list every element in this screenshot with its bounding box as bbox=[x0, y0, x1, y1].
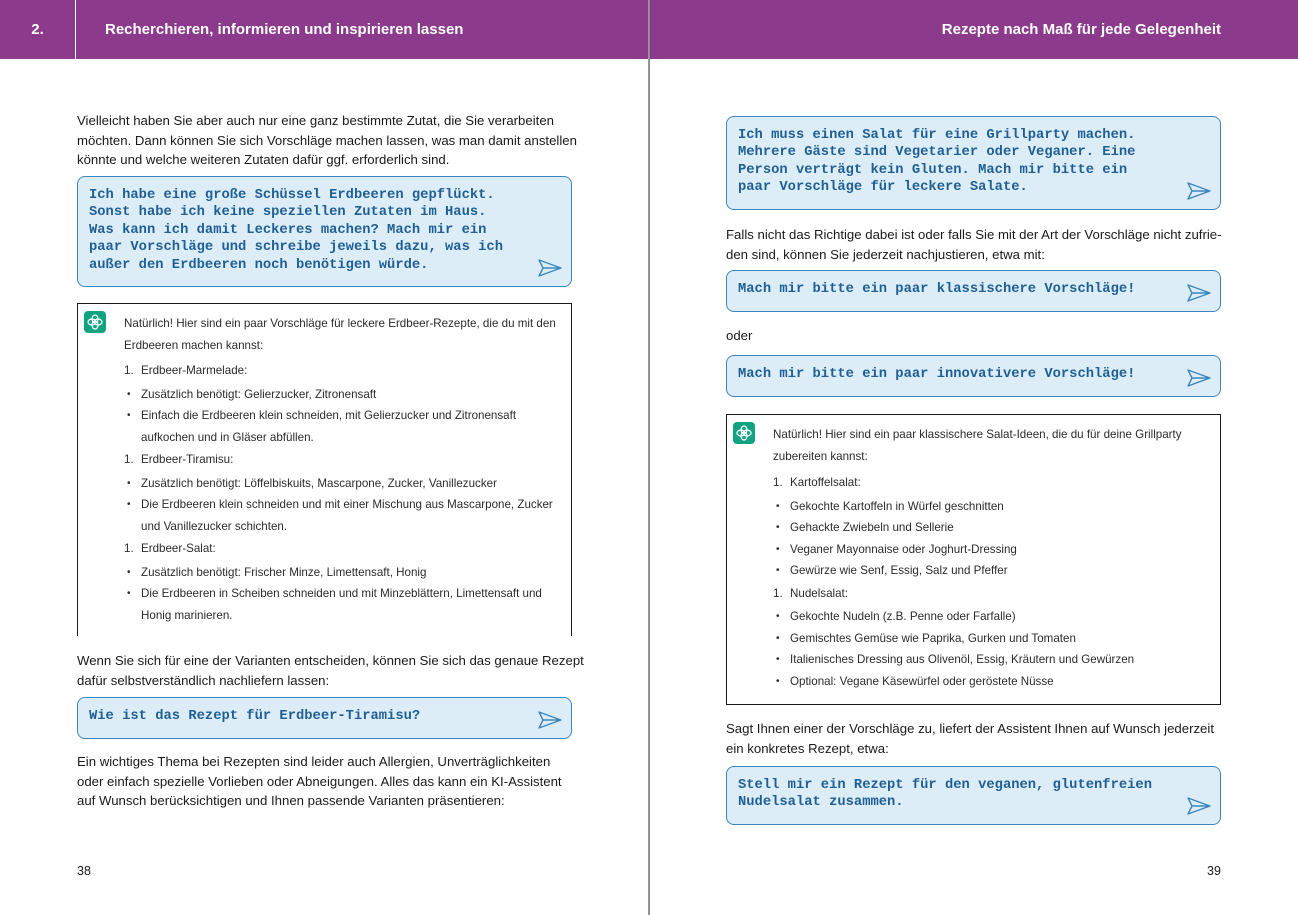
bullet-dot-icon: • bbox=[127, 588, 131, 599]
page-number: 38 bbox=[77, 864, 91, 878]
list-heading-text: Kartoffelsalat: bbox=[790, 476, 861, 489]
prompt-box-strawberries bbox=[77, 176, 572, 287]
list-bullet-text: Gekochte Nudeln (z.B. Penne oder Farfalle) bbox=[790, 610, 1016, 623]
send-icon[interactable] bbox=[1186, 181, 1212, 201]
list-bullet bbox=[127, 494, 553, 537]
paragraph-allergies bbox=[77, 752, 562, 811]
prompt-box-innovative bbox=[726, 355, 1221, 397]
text-line: Stell mir ein Rezept für den veganen, glutenfreien bbox=[738, 778, 1152, 793]
text-line: zubereiten kannst: bbox=[773, 449, 868, 463]
text-line: Nudelsalat zusammen. bbox=[738, 795, 904, 811]
prompt-box-classic bbox=[726, 270, 1221, 312]
bullet-dot-icon: • bbox=[776, 565, 780, 576]
text-line: dafür selbstverständlich nachliefern lassen: bbox=[77, 672, 330, 688]
bullet-dot-icon: • bbox=[127, 477, 131, 489]
text-line: möchten. Dann können Sie sich Vorschläge machen lassen, was man damit anstellen bbox=[77, 132, 577, 148]
paragraph-adjust bbox=[726, 225, 1222, 264]
text-line: Wie ist das Rezept für Erdbeer-Tiramisu? bbox=[89, 709, 421, 724]
list-bullet bbox=[127, 405, 517, 448]
bullet-dot-icon: • bbox=[127, 499, 131, 510]
list-heading-text: Erdbeer-Marmelade: bbox=[141, 364, 248, 377]
text-line: Sagt Ihnen einer der Vorschläge zu, liefert der Assistent Ihnen auf Wunsch jederzeit bbox=[726, 721, 1214, 736]
bullet-dot-icon: • bbox=[776, 632, 780, 644]
answer-intro bbox=[124, 313, 556, 356]
text-line: den sind, können Sie jederzeit nachjustieren, etwa mit: bbox=[726, 246, 1045, 262]
list-bullet bbox=[776, 628, 1076, 650]
prompt-text bbox=[89, 187, 503, 274]
prompt-text bbox=[738, 366, 1135, 383]
list-bullet-text: Honig marinieren. bbox=[141, 608, 233, 622]
text-line: Falls nicht das Richtige dabei ist oder falls Sie mit der Art der Vorschläge nicht zufrie- bbox=[726, 227, 1222, 242]
text-line: Erdbeeren machen kannst: bbox=[124, 338, 264, 352]
paragraph-variants bbox=[77, 651, 584, 690]
chapter-title: Recherchieren, informieren und inspirieren lassen bbox=[105, 21, 464, 38]
text-line: Natürlich! Hier sind ein paar Vorschläge für leckere Erdbeer-Rezepte, die du mit den bbox=[124, 317, 556, 330]
list-bullet bbox=[776, 539, 1017, 561]
left-header bbox=[0, 0, 648, 59]
bullet-dot-icon: • bbox=[776, 654, 780, 665]
list-heading-text: Nudelsalat: bbox=[790, 586, 849, 600]
text-line: Was kann ich damit Leckeres machen? Mach mir ein bbox=[89, 222, 487, 238]
text-line: Mach mir bitte ein paar klassischere Vorschläge! bbox=[738, 282, 1136, 297]
text-line: Sonst habe ich keine speziellen Zutaten im Haus. bbox=[89, 205, 487, 221]
list-bullet-text: Gekochte Kartoffeln in Würfel geschnitten bbox=[790, 499, 1004, 513]
list-bullet-text: Zusätzlich benötigt: Frischer Minze, Limettensaft, Honig bbox=[141, 565, 427, 579]
text-line: Wenn Sie sich für eine der Varianten entscheiden, können Sie sich das genaue Rezept bbox=[77, 653, 584, 668]
send-icon[interactable] bbox=[537, 258, 563, 278]
section-title: Rezepte nach Maß für jede Gelegenheit bbox=[941, 21, 1221, 38]
list-number: 1. bbox=[124, 364, 134, 377]
list-heading-text: Erdbeer-Salat: bbox=[141, 542, 216, 555]
text-line: Ich habe eine große Schüssel Erdbeeren gepflückt. bbox=[89, 188, 495, 203]
send-icon[interactable] bbox=[1186, 368, 1212, 388]
list-bullet bbox=[776, 671, 1054, 693]
chatgpt-logo-icon bbox=[733, 422, 755, 444]
text-line: Person verträgt kein Gluten. Mach mir bitte ein bbox=[738, 162, 1128, 178]
text-line: außer den Erdbeeren noch benötigen würde. bbox=[89, 257, 429, 273]
text-line: Mehrere Gäste sind Vegetarier oder Veganer. Eine bbox=[738, 145, 1136, 161]
prompt-text bbox=[89, 708, 420, 725]
bullet-dot-icon: • bbox=[776, 675, 780, 687]
prompt-text bbox=[738, 281, 1135, 298]
assistant-answer-strawberries bbox=[77, 303, 572, 636]
list-bullet-text: Die Erdbeeren in Scheiben schneiden und mit Minzeblättern, Limettensaft und bbox=[141, 587, 542, 600]
text-line: Ein wichtiges Thema bei Rezepten sind leider auch Allergien, Unverträglichkeiten bbox=[77, 754, 551, 769]
prompt-box-tiramisu bbox=[77, 697, 572, 739]
prompt-text bbox=[738, 127, 1135, 197]
or-word: oder bbox=[726, 328, 753, 343]
assistant-answer-salad bbox=[726, 414, 1221, 705]
text-line: auf Wunsch berücksichtigen und Ihnen passende Varianten präsentieren: bbox=[77, 793, 505, 808]
text-line: Mach mir bitte ein paar innovativere Vorschläge! bbox=[738, 367, 1136, 382]
list-number: 1. bbox=[124, 453, 134, 466]
intro-paragraph bbox=[77, 111, 577, 170]
text-line: ein konkretes Rezept, etwa: bbox=[726, 740, 889, 756]
bullet-dot-icon: • bbox=[127, 388, 131, 400]
right-header bbox=[650, 0, 1298, 59]
text-line: Ich muss einen Salat für eine Grillparty machen. bbox=[738, 128, 1136, 143]
send-icon[interactable] bbox=[1186, 283, 1212, 303]
list-bullet bbox=[776, 606, 1016, 628]
list-bullet bbox=[127, 562, 427, 584]
list-bullet bbox=[776, 517, 954, 539]
prompt-box-salad bbox=[726, 116, 1221, 210]
bullet-dot-icon: • bbox=[127, 566, 131, 578]
prompt-box-noodle bbox=[726, 766, 1221, 825]
right-page bbox=[650, 0, 1298, 915]
list-heading bbox=[773, 583, 848, 605]
list-bullet bbox=[127, 473, 497, 495]
list-bullet-text: Zusätzlich benötigt: Gelierzucker, Zitronensaft bbox=[141, 387, 377, 401]
list-bullet bbox=[776, 560, 1008, 582]
list-bullet-text: Gehackte Zwiebeln und Sellerie bbox=[790, 521, 954, 534]
list-number: 1. bbox=[773, 476, 783, 489]
bullet-dot-icon: • bbox=[776, 543, 780, 555]
list-bullet-text: Gewürze wie Senf, Essig, Salz und Pfeffer bbox=[790, 564, 1008, 577]
chatgpt-logo-icon bbox=[84, 311, 106, 333]
list-bullet-text: Einfach die Erdbeeren klein schneiden, mit Gelierzucker und Zitronensaft bbox=[141, 409, 517, 422]
text-line: paar Vorschläge und schreibe jeweils dazu, was ich bbox=[89, 240, 503, 256]
list-heading bbox=[124, 449, 233, 471]
bullet-dot-icon: • bbox=[776, 611, 780, 622]
list-heading bbox=[124, 538, 216, 560]
list-bullet-text: Italienisches Dressing aus Olivenöl, Essig, Kräutern und Gewürzen bbox=[790, 653, 1135, 666]
list-bullet-text: und Vanillezucker schichten. bbox=[141, 519, 288, 533]
list-bullet bbox=[776, 649, 1135, 671]
chapter-number: 2. bbox=[0, 0, 76, 59]
list-bullet bbox=[127, 384, 377, 406]
bullet-dot-icon: • bbox=[776, 500, 780, 512]
bullet-dot-icon: • bbox=[127, 410, 131, 421]
list-bullet bbox=[776, 496, 1004, 518]
list-heading-text: Erdbeer-Tiramisu: bbox=[141, 453, 234, 466]
list-heading bbox=[773, 472, 861, 494]
list-bullet-text: Zusätzlich benötigt: Löffelbiskuits, Mascarpone, Zucker, Vanillezucker bbox=[141, 476, 497, 490]
list-number: 1. bbox=[773, 586, 783, 600]
page-number: 39 bbox=[1207, 864, 1221, 878]
list-bullet-text: Die Erdbeeren klein schneiden und mit einer Mischung aus Mascarpone, Zucker bbox=[141, 498, 553, 511]
list-bullet-text: Optional: Vegane Käsewürfel oder geröstete Nüsse bbox=[790, 674, 1054, 688]
prompt-text bbox=[738, 777, 1152, 812]
list-bullet bbox=[127, 583, 542, 626]
send-icon[interactable] bbox=[537, 710, 563, 730]
text-line: könnte und welche weiteren Zutaten dafür ggf. erforderlich sind. bbox=[77, 152, 450, 167]
list-heading bbox=[124, 360, 247, 382]
bullet-dot-icon: • bbox=[776, 522, 780, 533]
text-line: oder einfach spezielle Vorlieben oder Abneigungen. Alles das kann ein KI-Assistent bbox=[77, 773, 562, 789]
text-line: Natürlich! Hier sind ein paar klassischere Salat-Ideen, die du für deine Grillparty bbox=[773, 428, 1182, 441]
list-bullet-text: Veganer Mayonnaise oder Joghurt-Dressing bbox=[790, 542, 1017, 556]
text-line: Vielleicht haben Sie aber auch nur eine ganz bestimmte Zutat, die Sie verarbeiten bbox=[77, 113, 554, 128]
paragraph-recipe bbox=[726, 719, 1214, 758]
answer-intro bbox=[773, 424, 1182, 467]
text-line: paar Vorschläge für leckere Salate. bbox=[738, 180, 1028, 196]
send-icon[interactable] bbox=[1186, 796, 1212, 816]
list-number: 1. bbox=[124, 542, 134, 555]
list-bullet-text: aufkochen und in Gläser abfüllen. bbox=[141, 430, 314, 444]
list-bullet-text: Gemischtes Gemüse wie Paprika, Gurken und Tomaten bbox=[790, 631, 1076, 645]
